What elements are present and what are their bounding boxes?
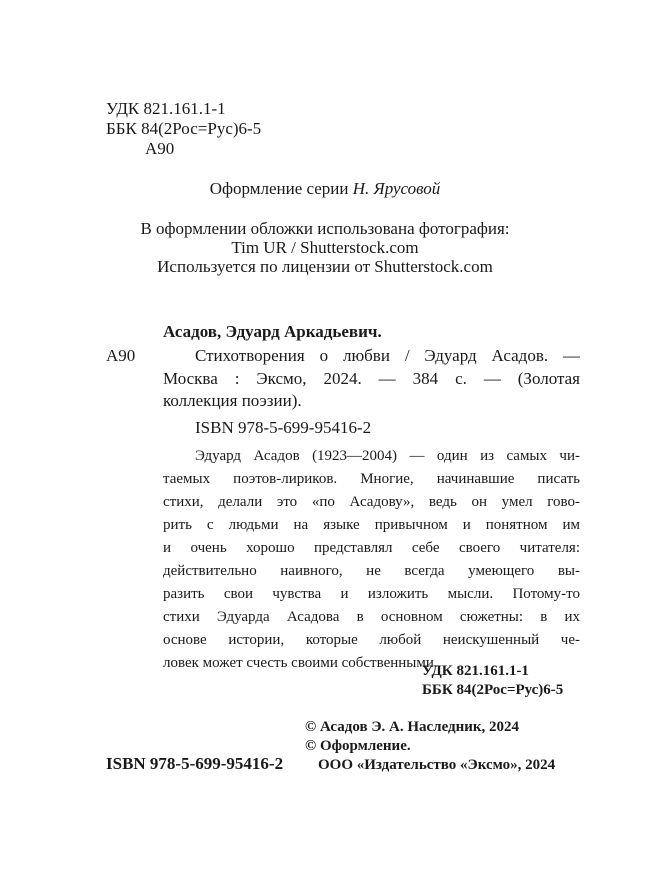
catalog-author-heading: Асадов, Эдуард Аркадьевич. (163, 322, 382, 341)
series-design-line (0, 179, 650, 199)
annotation-line: ловек может счесть своими собственными. (163, 655, 438, 671)
cover-credit-line-2: Tim UR / Shutterstock.com (231, 238, 419, 257)
series-designer-name: Н. Ярусовой (352, 179, 441, 198)
catalog-mark: А90 (106, 346, 136, 365)
copyright-line-1: © Асадов Э. А. Наследник, 2024 (305, 719, 520, 735)
bbk-top: ББК 84(2Рос=Рус)6-5 (106, 119, 262, 138)
cover-credit-line-3: Используется по лицензии от Shutterstock.com (157, 257, 493, 276)
copyright-line-2: © Оформление. (305, 738, 411, 754)
catalog-description-line-1: Стихотворения о любви / Эдуард Асадов. — (195, 346, 580, 365)
annotation-line: стихи, делали это «по Асадову», ведь он умел гово- (163, 494, 580, 510)
cover-credit-line-1: В оформлении обложки использована фотография: (140, 219, 510, 238)
udk-top: УДК 821.161.1-1 (106, 99, 226, 118)
catalog-description-line-3: коллекция поэзии). (163, 391, 302, 410)
annotation-line: рить с людьми на языке привычном и понятном им (163, 517, 580, 533)
annotation-line: стихи Эдуарда Асадова в основном сюжетны: в их (163, 609, 580, 625)
annotation-line: разить свои чувства и изложить мысли. Потому-то (163, 586, 580, 602)
catalog-isbn: ISBN 978-5-699-95416-2 (195, 418, 372, 437)
bbk-bottom: ББК 84(2Рос=Рус)6-5 (422, 682, 564, 698)
annotation-line: действительно наивного, не всегда умеющего вы- (163, 563, 580, 579)
annotation-line: основе истории, которые любой неискушенный че- (163, 632, 580, 648)
annotation-line: Эдуард Асадов (1923—2004) — один из самых чи- (195, 448, 580, 464)
copyright-line-3: ООО «Издательство «Эксмо», 2024 (318, 757, 556, 773)
udk-bottom: УДК 821.161.1-1 (422, 663, 529, 679)
annotation-line: и очень хорошо представлял себе своего читателя: (163, 540, 580, 556)
series-design-prefix: Оформление серии (209, 179, 353, 198)
author-mark-top: А90 (145, 139, 175, 158)
isbn-bottom: ISBN 978-5-699-95416-2 (106, 754, 284, 773)
annotation-line: таемых поэтов-лириков. Многие, начинавшие писать (163, 471, 580, 487)
catalog-description-line-2: Москва : Эксмо, 2024. — 384 с. — (Золотая (163, 369, 580, 388)
